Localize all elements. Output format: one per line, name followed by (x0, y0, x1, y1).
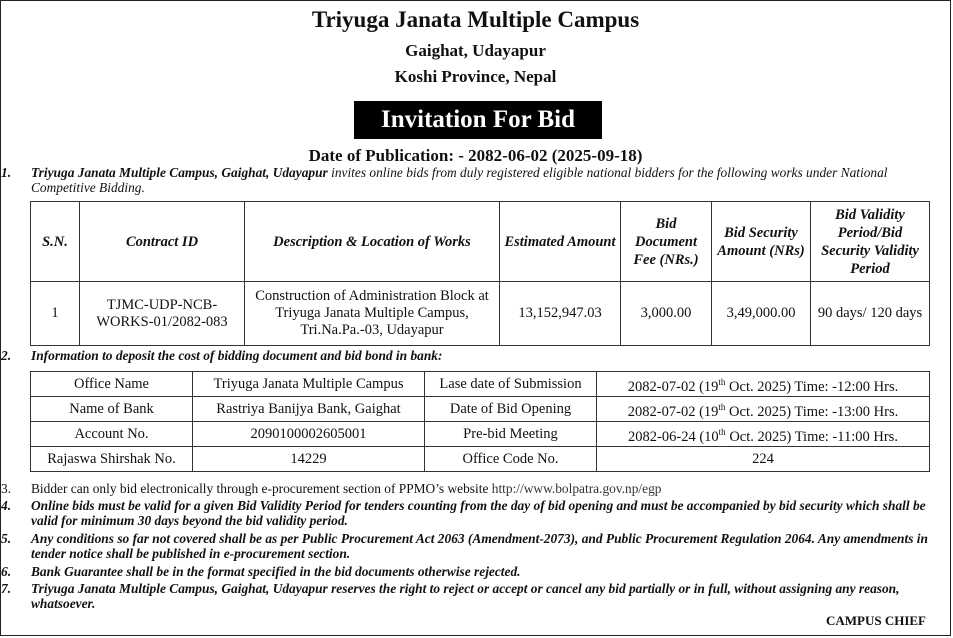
table-cell: Pre-bid Meeting (425, 422, 597, 447)
table-cell: 1 (31, 282, 80, 346)
table-row (31, 372, 930, 397)
table-cell: Construction of Administration Block at Triyuga Janata Multiple Campus, Tri.Na.Pa.-03, Udayapur (245, 282, 500, 346)
paragraph-text: Online bids must be valid for a given Bid Validity Period for tenders counting from the day of bid opening and must be accompanied by bid security which shall be valid for minimum 30 days beyond the bid validity period. (31, 498, 926, 528)
table-cell: 13,152,947.03 (500, 282, 621, 346)
table-cell: Lase date of Submission (425, 372, 597, 397)
table-cell: 3,49,000.00 (712, 282, 811, 346)
bank-info-table (30, 371, 930, 472)
table-cell: Rastriya Banijya Bank, Gaighat (193, 397, 425, 422)
table-cell: Date of Bid Opening (425, 397, 597, 422)
paragraph-lead: Triyuga Janata Multiple Campus, Gaighat, Udayapur (31, 165, 328, 180)
table-cell: Office Name (31, 372, 193, 397)
table-cell: 2090100002605001 (193, 422, 425, 447)
paragraph-6 (1, 564, 929, 579)
table-row (31, 282, 930, 346)
paragraph-number: 5. (1, 531, 12, 546)
paragraph-text: Triyuga Janata Multiple Campus, Gaighat, Udayapur reserves the right to reject or accept or cancel any bid partially or in full, without assigning any reason, whatsoever. (31, 581, 900, 611)
paragraph-1 (1, 165, 929, 195)
paragraph-text: Information to deposit the cost of bidding document and bid bond in bank: (31, 348, 443, 363)
table-cell: 90 days/ 120 days (811, 282, 930, 346)
table-cell: Office Code No. (425, 447, 597, 472)
paragraph-number: 7. (1, 581, 12, 596)
header-cell: Bid Document Fee (NRs.) (621, 202, 712, 282)
table-cell: Account No. (31, 422, 193, 447)
table-cell: 3,000.00 (621, 282, 712, 346)
table-cell: Triyuga Janata Multiple Campus (193, 372, 425, 397)
table-row (31, 397, 930, 422)
table-cell: 2082-06-24 (10th Oct. 2025) Time: -11:00 Hrs. (597, 422, 930, 447)
table-cell: 224 (597, 447, 930, 472)
table-cell: 14229 (193, 447, 425, 472)
table-header-row (31, 202, 930, 282)
table-row (31, 422, 930, 447)
table-cell: Name of Bank (31, 397, 193, 422)
paragraph-number: 2. (1, 348, 12, 363)
campus-title: Triyuga Janata Multiple Campus (311, 7, 640, 32)
campus-address: Gaighat, Udayapur (405, 41, 546, 60)
paragraph-4 (1, 498, 929, 528)
paragraph-text: Any conditions so far not covered shall be as per Public Procurement Act 2063 (Amendment-2073), and Public Procurement Regulation 2064. Any amendments in tender notice shall be published in e-procurement section. (31, 531, 928, 561)
paragraph-text: Bidder can only bid electronically through e-procurement section of PPMO’s website (31, 481, 492, 496)
table-cell: Rajaswa Shirshak No. (31, 447, 193, 472)
header-cell: Description & Location of Works (245, 202, 500, 282)
egp-link[interactable]: http://www.bolpatra.gov.np/egp (491, 481, 662, 496)
table-cell: TJMC-UDP-NCB-WORKS-01/2082-083 (80, 282, 245, 346)
invitation-banner: Invitation For Bid (354, 101, 602, 139)
header-cell: Bid Security Amount (NRs) (712, 202, 811, 282)
header-cell: S.N. (31, 202, 80, 282)
paragraph-number: 1. (1, 165, 12, 180)
table-cell: 2082-07-02 (19th Oct. 2025) Time: -12:00 Hrs. (597, 372, 930, 397)
paragraph-number: 3. (1, 481, 12, 496)
campus-province: Koshi Province, Nepal (394, 67, 557, 86)
table-cell: 2082-07-02 (19th Oct. 2025) Time: -13:00 Hrs. (597, 397, 930, 422)
paragraph-5 (1, 531, 929, 561)
signature: CAMPUS CHIEF (825, 613, 926, 628)
paragraph-number: 6. (1, 564, 12, 579)
paragraph-text: Bank Guarantee shall be in the format specified in the bid documents otherwise rejected. (31, 564, 521, 579)
publication-date: Date of Publication: - 2082-06-02 (2025-09-18) (308, 146, 643, 165)
header-cell: Bid Validity Period/Bid Security Validity Period (811, 202, 930, 282)
works-table (30, 201, 930, 346)
header-cell: Estimated Amount (500, 202, 621, 282)
table-row (31, 447, 930, 472)
paragraph-3 (1, 481, 929, 496)
header-cell: Contract ID (80, 202, 245, 282)
paragraph-number: 4. (1, 498, 12, 513)
paragraph-7 (1, 581, 929, 611)
paragraph-text: invites online bids from duly registered eligible national bidders for the following works under National Competitive Bidding. (31, 165, 888, 195)
paragraph-2 (1, 348, 929, 363)
